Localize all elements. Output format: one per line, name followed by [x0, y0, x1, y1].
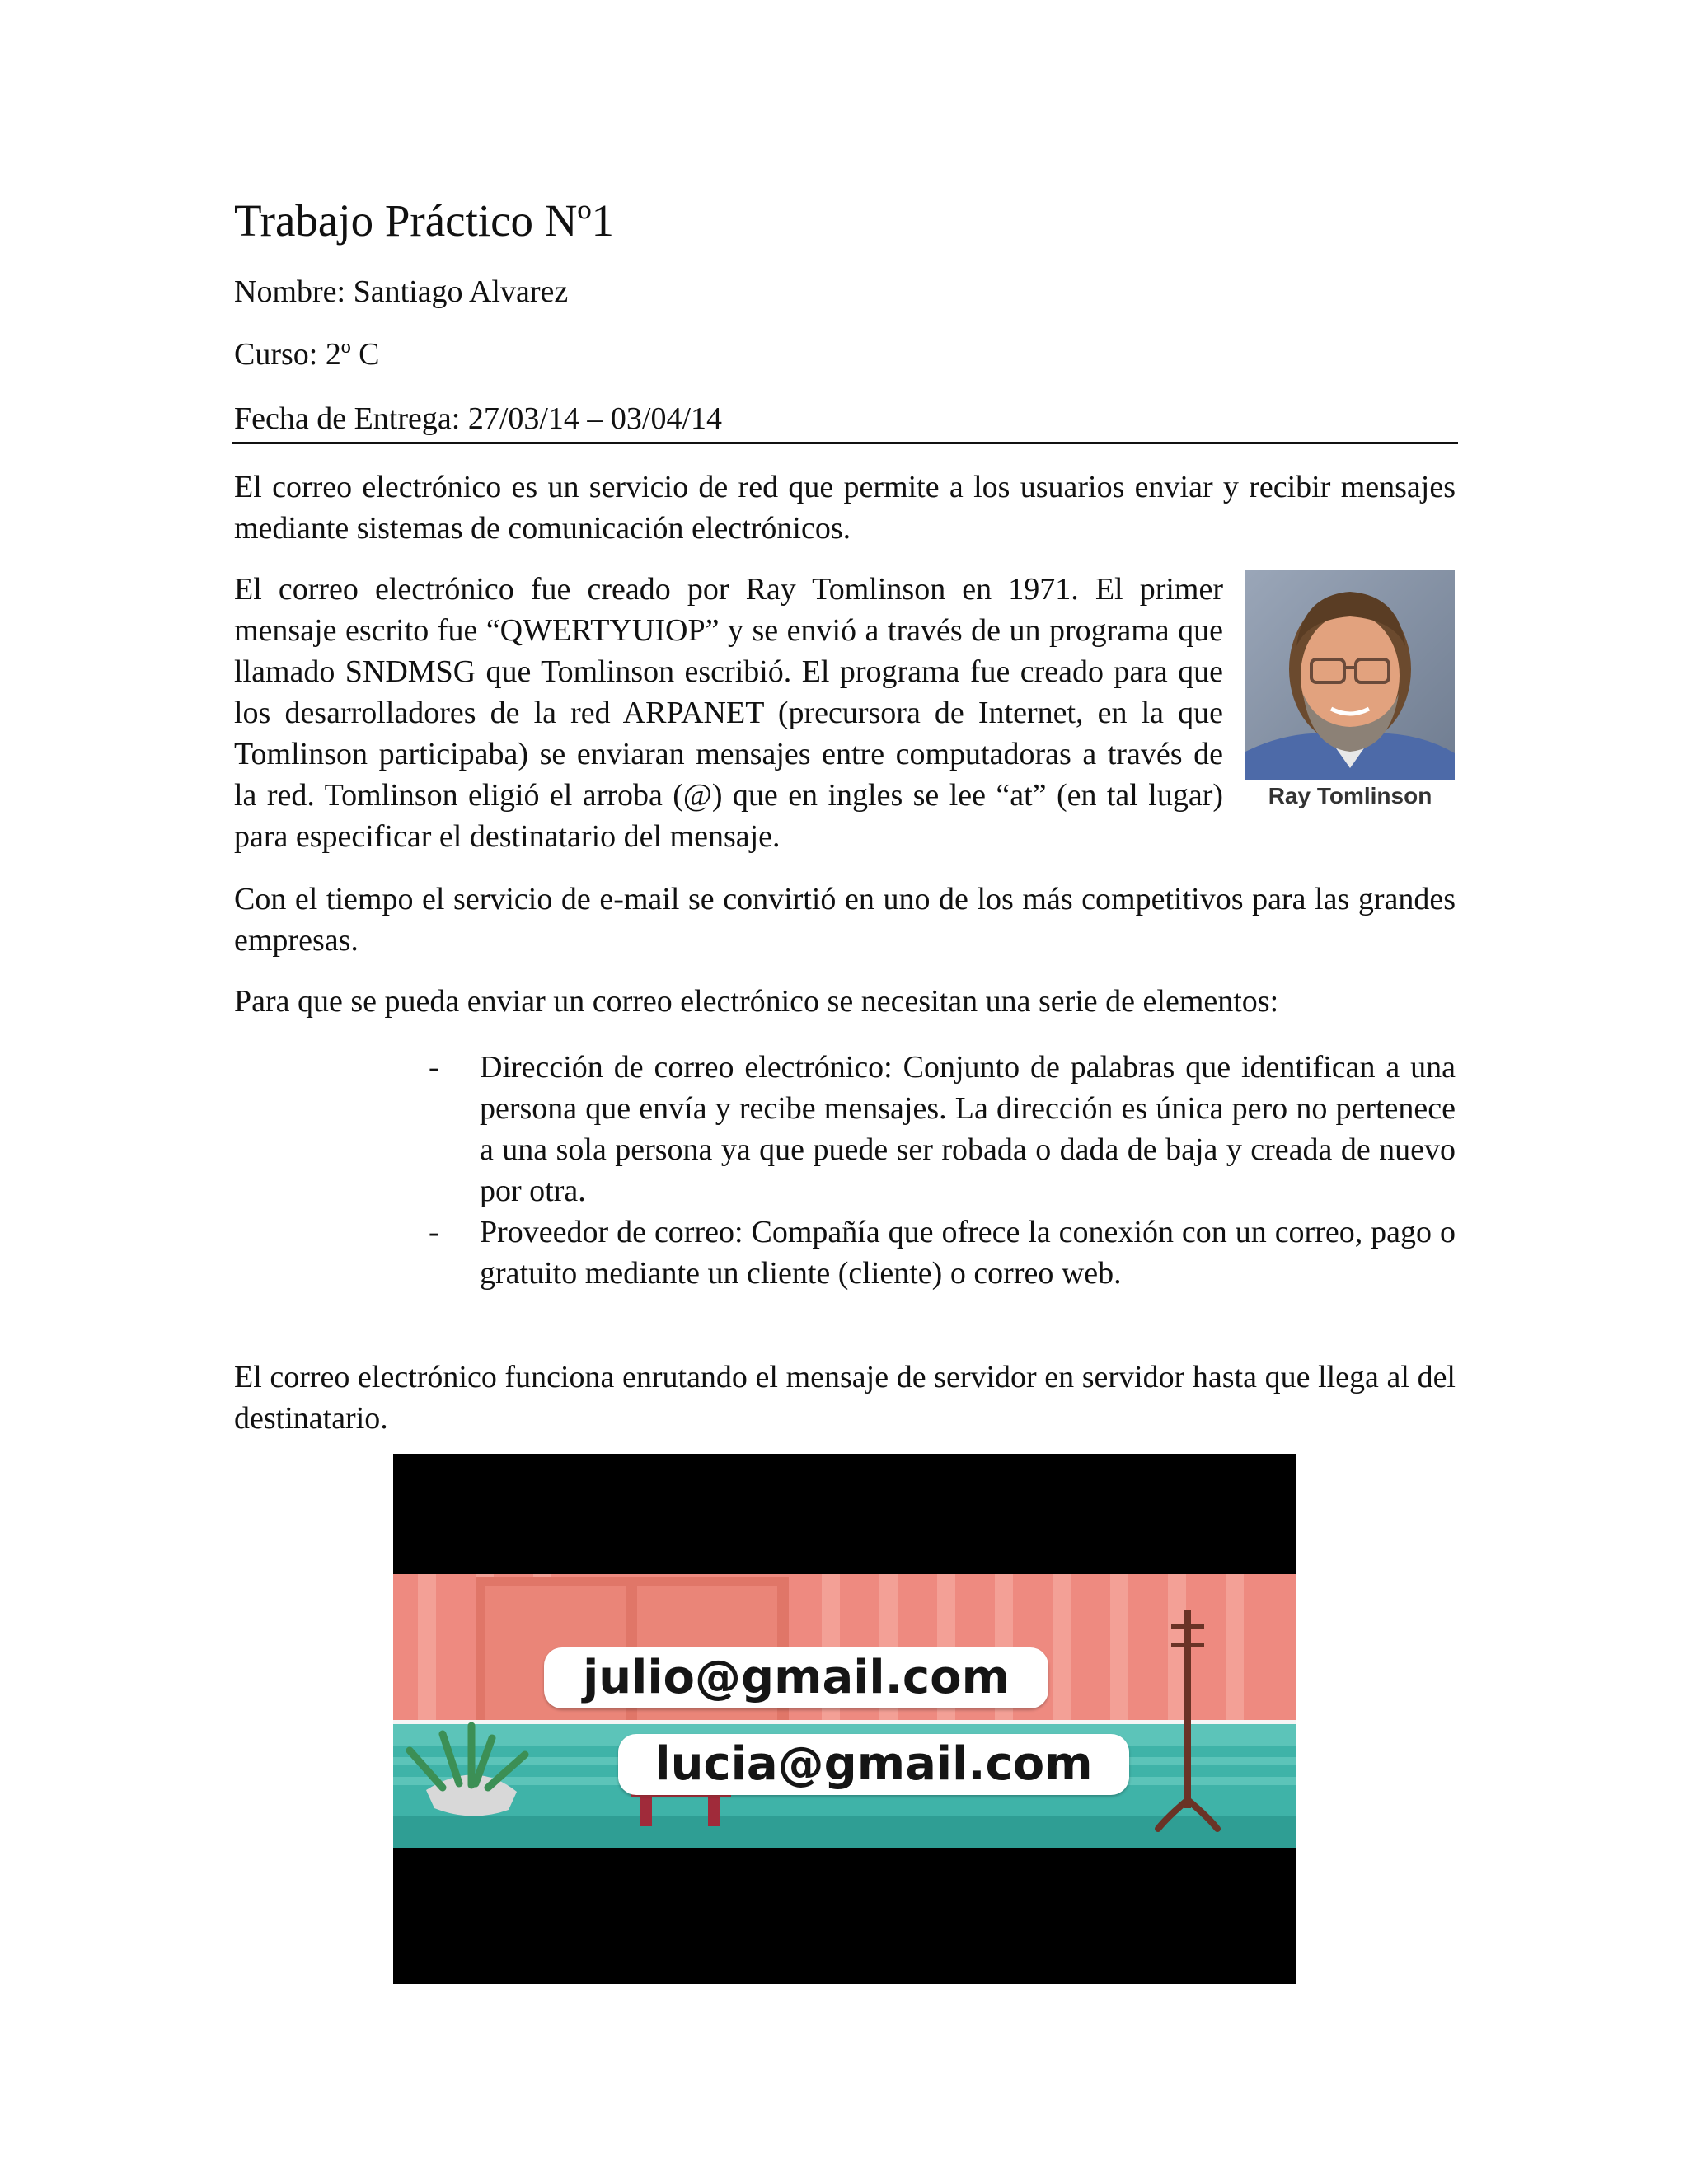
photo-caption: Ray Tomlinson	[1268, 783, 1432, 808]
recipient-email-label: lucia@gmail.com	[618, 1734, 1129, 1795]
intro-paragraph: El correo electrónico es un servicio de red que permite a los usuarios enviar y recibir mensajes mediante sistemas de comunicación electrónicos.	[234, 470, 1456, 546]
header-divider	[232, 442, 1458, 444]
routing-paragraph: El correo electrónico funciona enrutando el mensaje de servidor en servidor hasta que llega al del destinatario.	[234, 1360, 1456, 1436]
course-label: Curso: 2º C	[234, 337, 380, 372]
page-title: Trabajo Práctico Nº1	[234, 195, 615, 246]
history-paragraph: El correo electrónico fue creado por Ray Tomlinson en 1971. El primer mensaje escrito fue “QWERTYUIOP” y se envió a través de un programa que llamado SNDMSG que Tomlinson escribió. El programa fue creado para que los desarrolladores de la red ARPANET (precursora de Internet, en la que Tomlinson participaba) se enviaran mensajes entre computadoras a través de la red. Tomlinson eligió el arroba (@) que en ingles se lee “at” (en tal lugar) para especificar el destinatario del mensaje.	[234, 572, 1223, 854]
due-date: Fecha de Entrega: 27/03/14 – 03/04/14	[234, 401, 723, 436]
student-name: Nombre: Santiago Alvarez	[234, 274, 569, 309]
list-item-text: Proveedor de correo: Compañía que ofrece la conexión con un correo, pago o gratuito mediante un cliente (cliente) o correo web.	[480, 1215, 1456, 1291]
elements-intro: Para que se pueda enviar un correo electrónico se necesitan una serie de elementos:	[234, 984, 1279, 1019]
video-scene	[393, 1454, 1296, 1984]
portrait-image	[1245, 570, 1455, 780]
list-item-text: Dirección de correo electrónico: Conjunto de palabras que identifican a una persona que envía y recibe mensajes. La dirección es única pero no pertenece a una sola persona ya que puede ser robada o dada de baja y creada de nuevo por otra.	[480, 1050, 1456, 1208]
elements-list	[429, 1047, 1456, 1294]
competition-paragraph: Con el tiempo el servicio de e-mail se convirtió en uno de los más competitivos para las grandes empresas.	[234, 882, 1456, 958]
ray-tomlinson-photo	[1245, 570, 1455, 814]
bullet-dash: -	[429, 1215, 439, 1249]
bullet-dash: -	[429, 1050, 439, 1085]
list-item	[429, 1047, 1456, 1212]
email-video-frame	[393, 1454, 1296, 1984]
list-item	[429, 1212, 1456, 1294]
sender-email-label: julio@gmail.com	[544, 1647, 1048, 1708]
